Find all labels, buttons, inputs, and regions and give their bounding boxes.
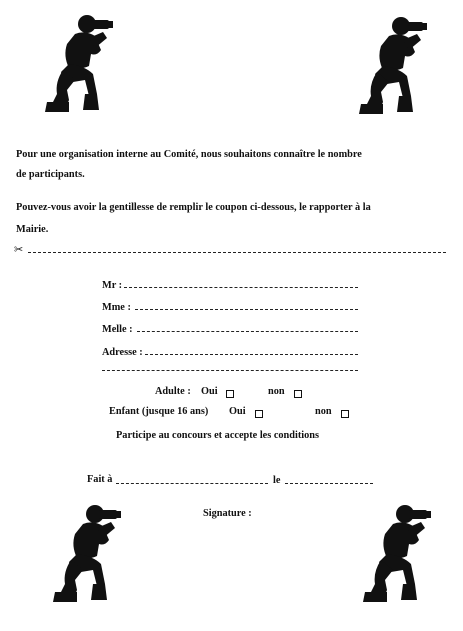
scissors-icon: ✂ [14, 244, 24, 256]
intro-line-4: Mairie. [16, 224, 49, 235]
melle-line[interactable] [137, 331, 358, 332]
photographer-silhouette-icon [352, 12, 434, 122]
mr-field[interactable] [102, 277, 358, 291]
enfant-oui-label: Oui [229, 406, 246, 417]
photographer-silhouette-icon [38, 10, 120, 120]
mme-line[interactable] [135, 309, 358, 310]
photographer-icon-bottom-left [46, 500, 128, 610]
cut-dashed-line [28, 252, 446, 253]
adulte-label: Adulte : [155, 386, 191, 397]
adulte-oui-checkbox[interactable] [226, 390, 234, 398]
enfant-label: Enfant (jusque 16 ans) [109, 406, 209, 417]
fait-a-label: Fait à [87, 474, 113, 485]
enfant-non-label: non [315, 406, 332, 417]
photographer-silhouette-icon [46, 500, 128, 610]
mr-label: Mr : [102, 280, 123, 291]
melle-label: Melle : [102, 324, 136, 335]
signature-label: Signature : [203, 508, 252, 519]
intro-line-2: de participants. [16, 169, 85, 180]
photographer-icon-top-left [38, 10, 120, 120]
enfant-non-checkbox[interactable] [341, 410, 349, 418]
fait-a-line[interactable] [116, 483, 268, 484]
enfant-oui-checkbox[interactable] [255, 410, 263, 418]
intro-line-3: Pouvez-vous avoir la gentillesse de remplir le coupon ci-dessous, le rapporter à la [16, 202, 371, 213]
adresse-line-2[interactable] [102, 370, 358, 371]
adulte-oui-label: Oui [201, 386, 218, 397]
adresse-line[interactable] [145, 354, 358, 355]
melle-field[interactable] [102, 321, 358, 335]
adresse-field[interactable] [102, 344, 358, 358]
adulte-non-label: non [268, 386, 285, 397]
mme-label: Mme : [102, 302, 134, 313]
mr-line[interactable] [124, 287, 358, 288]
mme-field[interactable] [102, 299, 358, 313]
date-line[interactable] [285, 483, 373, 484]
photographer-silhouette-icon [356, 500, 438, 610]
photographer-icon-top-right [352, 12, 434, 122]
intro-line-1: Pour une organisation interne au Comité, nous souhaitons connaître le nombre [16, 149, 362, 160]
le-label: le [273, 475, 281, 486]
cut-line [14, 246, 446, 256]
adulte-non-checkbox[interactable] [294, 390, 302, 398]
concours-text: Participe au concours et accepte les conditions [116, 430, 320, 441]
adresse-label: Adresse : [102, 347, 143, 358]
photographer-icon-bottom-right [356, 500, 438, 610]
